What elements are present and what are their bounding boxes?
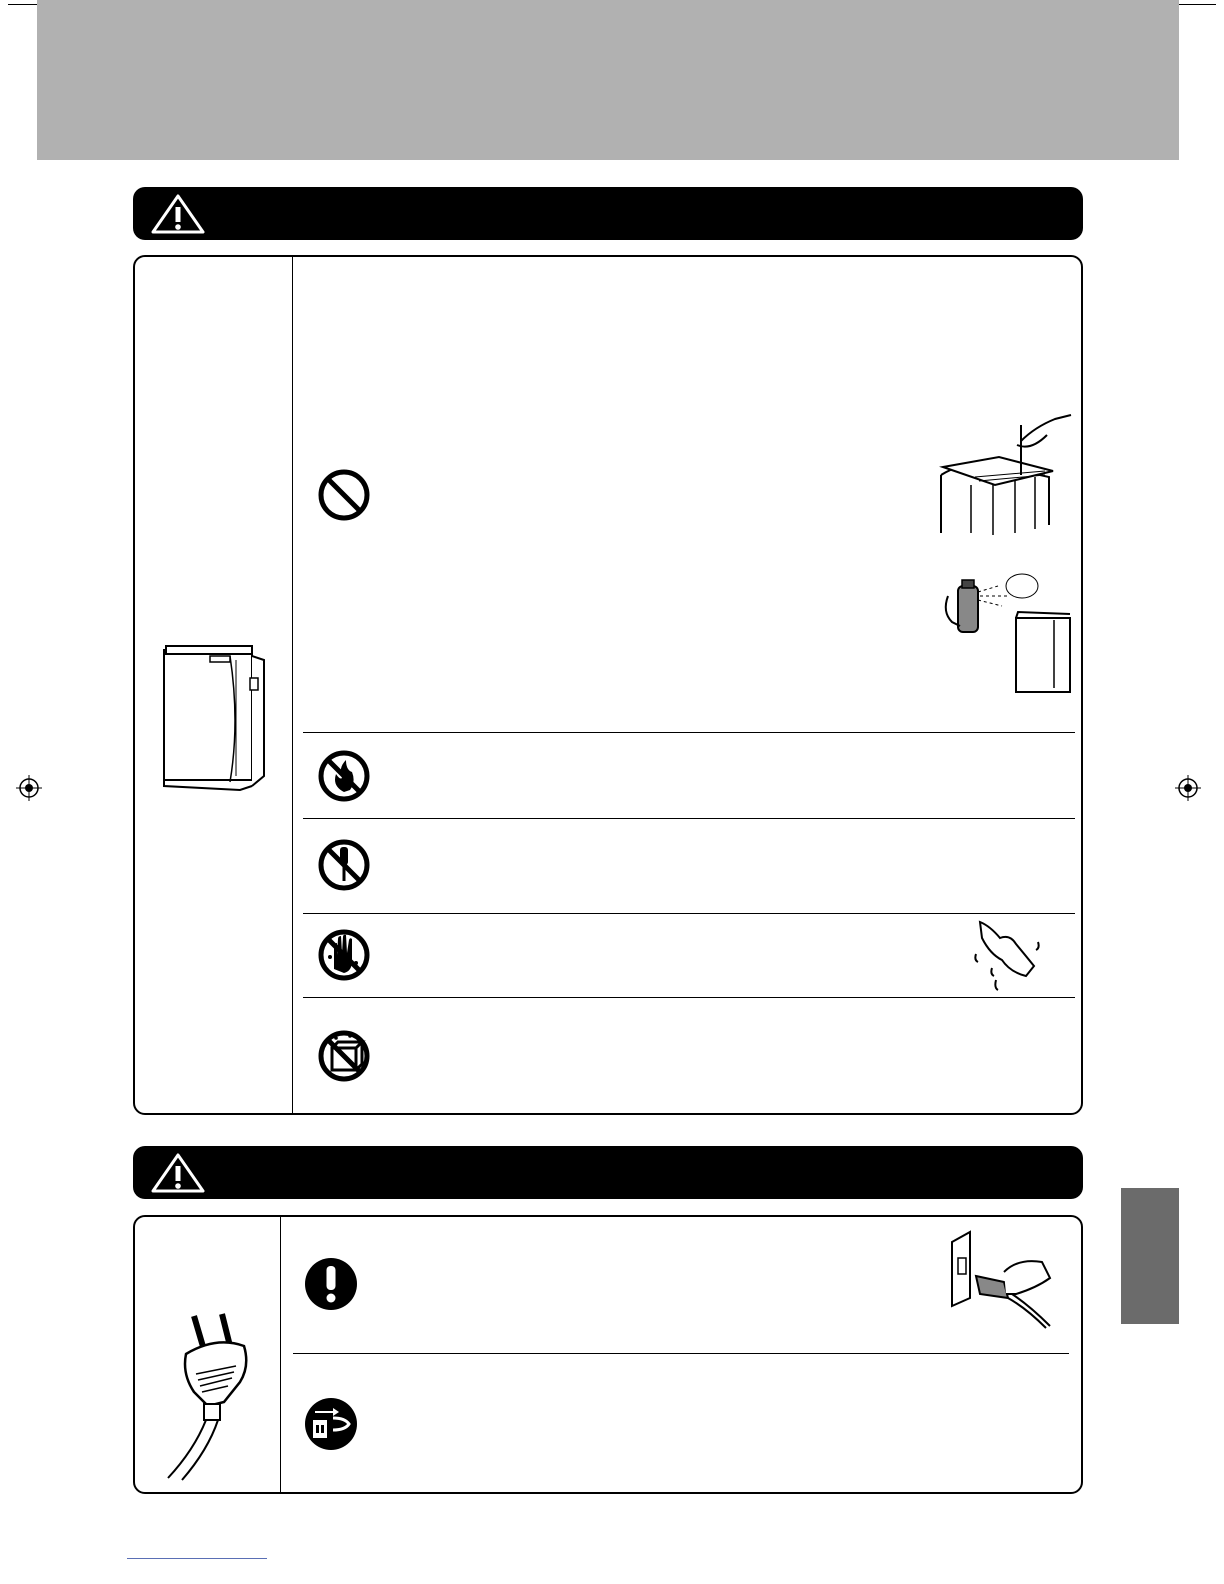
warning-triangle-icon <box>151 1153 205 1193</box>
registration-mark-right <box>1175 775 1201 801</box>
spray-can-illustration <box>938 556 1078 696</box>
pen-in-outlet-illustration <box>935 405 1075 540</box>
warning-banner-1 <box>133 187 1083 240</box>
crop-mark-top-right <box>1176 4 1216 5</box>
panel-divider <box>292 257 293 1113</box>
header-band <box>37 0 1179 160</box>
no-open-flame-icon <box>316 748 372 804</box>
mandatory-action-icon <box>303 1256 359 1312</box>
row-divider <box>303 732 1075 733</box>
wet-hand-illustration <box>970 916 1050 994</box>
power-plug-illustration <box>160 1310 270 1482</box>
no-wet-hands-icon <box>316 927 372 983</box>
warning-triangle-icon <box>151 194 205 234</box>
unplug-icon <box>303 1396 359 1452</box>
panel-divider <box>280 1217 281 1492</box>
row-divider <box>303 997 1075 998</box>
no-water-splash-icon <box>316 1028 372 1084</box>
prohibition-icon <box>316 467 372 523</box>
row-divider <box>293 1353 1069 1354</box>
crop-mark-top-left <box>8 4 40 5</box>
section-side-tab <box>1121 1188 1179 1324</box>
footer-rule <box>127 1558 267 1559</box>
no-disassembly-icon <box>316 837 372 893</box>
hand-pulling-plug-illustration <box>946 1228 1058 1332</box>
warning-panel-2 <box>133 1215 1083 1494</box>
warning-banner-2 <box>133 1146 1083 1199</box>
row-divider <box>303 913 1075 914</box>
row-divider <box>303 818 1075 819</box>
registration-mark-left <box>16 775 42 801</box>
air-purifier-illustration <box>160 642 270 794</box>
